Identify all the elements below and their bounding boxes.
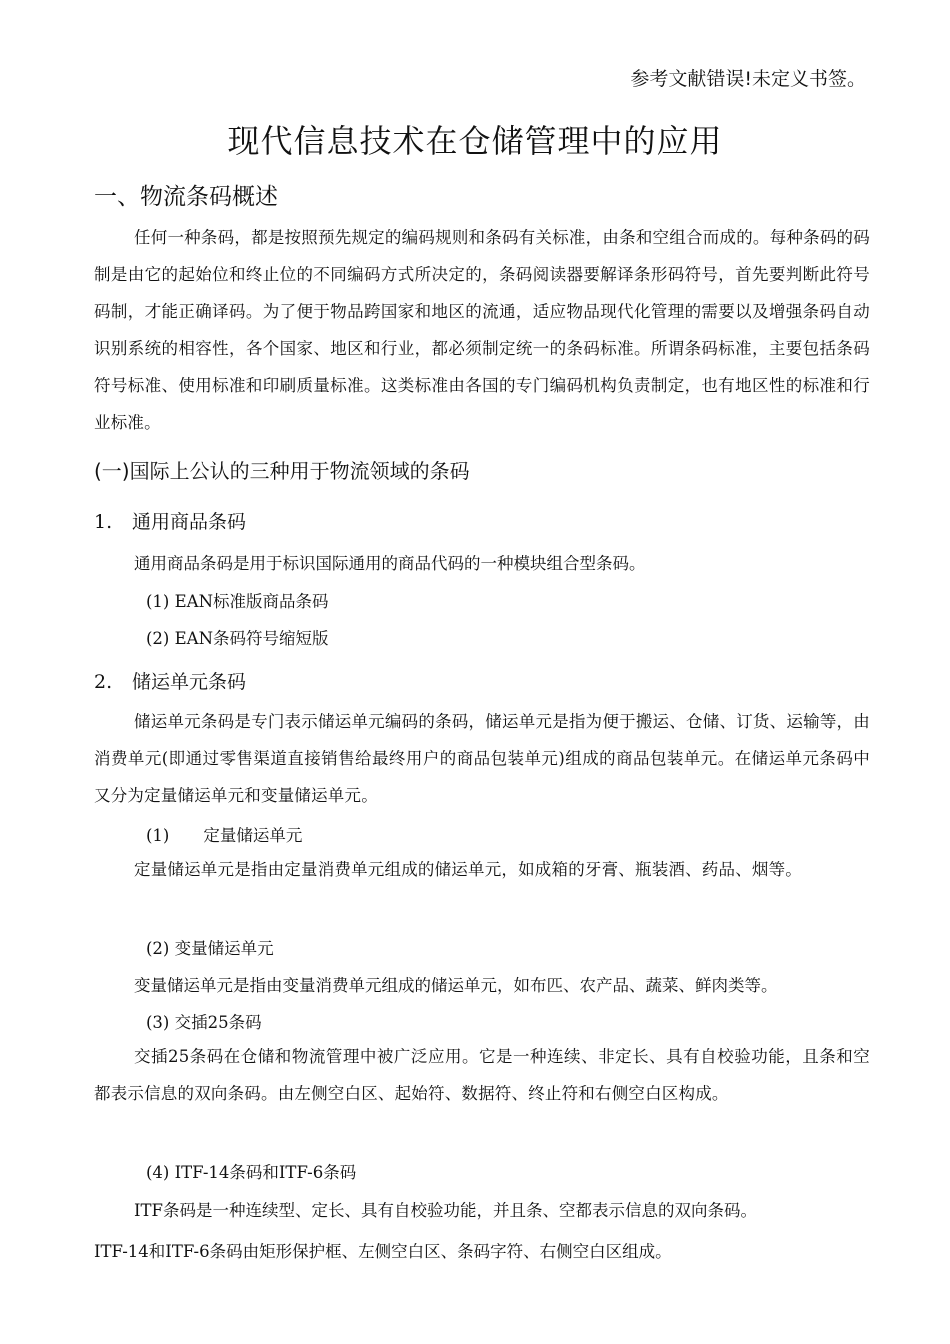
item1-sub2: (2) EAN条码符号缩短版 <box>146 629 329 648</box>
item-heading-2 <box>94 667 246 694</box>
item-number: 1. <box>94 511 113 533</box>
item2-sub4-line1: ITF条码是一种连续型、定长、具有自校验功能，并且条、空都表示信息的双向条码。 <box>134 1201 757 1220</box>
item2-sub4-heading: (4) ITF-14条码和ITF-6条码 <box>146 1163 357 1182</box>
section-heading-1: 一、物流条码概述 <box>94 184 278 210</box>
item1-sub1: (1) EAN标准版商品条码 <box>146 592 329 611</box>
item2-paragraph: 储运单元条码是专门表示储运单元编码的条码，储运单元是指为便于搬运、仓储、订货、运输等，由消费单元(即通过零售渠道直接销售给最终用户的商品包装单元)组成的商品包装单元。在储运单元条码中又分为定量储运单元和变量储运单元。 <box>94 712 870 805</box>
item2-sub3-paragraph: 交插25条码在仓储和物流管理中被广泛应用。它是一种连续、非定长、具有自校验功能，且条和空都表示信息的双向条码。由左侧空白区、起始符、数据符、终止符和右侧空白区构成。 <box>94 1047 870 1103</box>
sub-number: (1) <box>146 826 170 845</box>
sub-title: 定量储运单元 <box>203 826 303 845</box>
header-note: 参考文献错误!未定义书签。 <box>630 68 866 90</box>
item-title: 储运单元条码 <box>132 671 247 693</box>
section1-paragraph: 任何一种条码，都是按照预先规定的编码规则和条码有关标准，由条和空组合而成的。每种条码的码制是由它的起始位和终止位的不同编码方式所决定的，条码阅读器要解译条形码符号，首先要判断此符号码制，才能正确译码。为了便于物品跨国家和地区的流通，适应物品现代化管理的需要以及增强条码自动识别系统的相容性，各个国家、地区和行业，都必须制定统一的条码标准。所谓条码标准，主要包括条码符号标准、使用标准和印刷质量标准。这类标准由各国的专门编码机构负责制定，也有地区性的标准和行业标准。 <box>94 228 870 432</box>
item1-text: 通用商品条码是用于标识国际通用的商品代码的一种模块组合型条码。 <box>134 554 646 573</box>
item2-sub4-line2: ITF-14和ITF-6条码由矩形保护框、左侧空白区、条码字符、右侧空白区组成。 <box>94 1242 672 1261</box>
item2-sub2-text: 变量储运单元是指由变量消费单元组成的储运单元，如布匹、农产品、蔬菜、鲜肉类等。 <box>134 976 778 995</box>
item2-sub1-paragraph: 定量储运单元是指由定量消费单元组成的储运单元，如成箱的牙膏、瓶装酒、药品、烟等。 <box>134 860 802 879</box>
document-title: 现代信息技术在仓储管理中的应用 <box>227 122 723 160</box>
item2-sub2-heading: (2) 变量储运单元 <box>146 939 274 958</box>
item-heading-1 <box>94 507 246 534</box>
subsection-heading-1: (一)国际上公认的三种用于物流领域的条码 <box>94 459 470 483</box>
item-title: 通用商品条码 <box>132 511 247 533</box>
item-number: 2. <box>94 671 113 693</box>
item2-sub3-heading: (3) 交插25条码 <box>146 1013 262 1032</box>
item2-sub1-heading <box>146 822 302 846</box>
